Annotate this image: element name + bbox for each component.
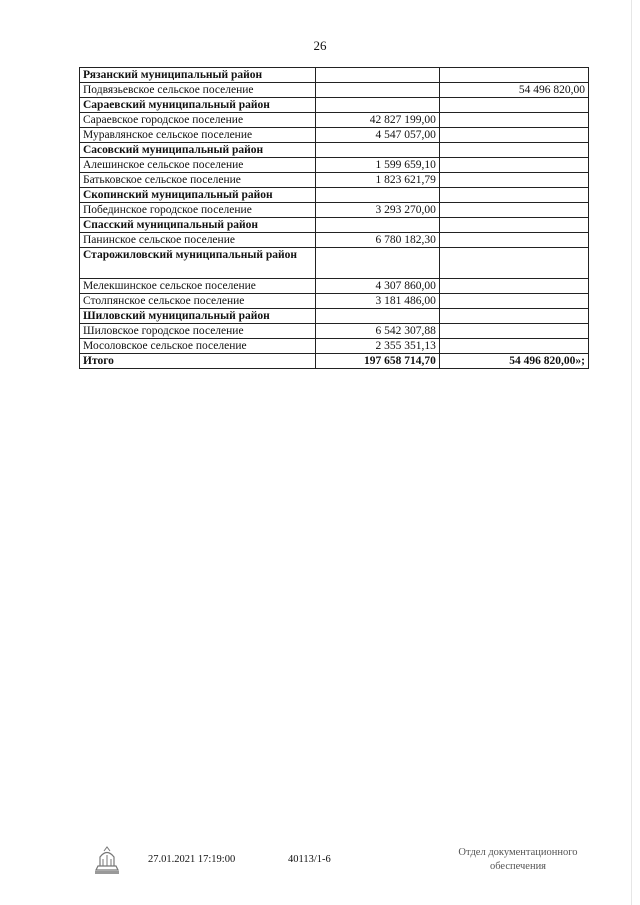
settlement-name: Шиловское городское поселение — [80, 324, 316, 339]
amount-cell-2: 54 496 820,00»; — [439, 354, 588, 369]
settlement-row — [80, 128, 589, 143]
settlement-name: Столпянское сельское поселение — [80, 294, 316, 309]
budget-table-body — [80, 68, 589, 369]
amount-cell-1: 1 823 621,79 — [316, 173, 439, 188]
amount-cell-2 — [439, 248, 588, 279]
total-row — [80, 354, 589, 369]
amount-cell-1 — [316, 309, 439, 324]
amount-cell-1: 6 780 182,30 — [316, 233, 439, 248]
settlement-name: Муравлянское сельское поселение — [80, 128, 316, 143]
amount-cell-2 — [439, 143, 588, 158]
district-name: Сараевский муниципальный район — [80, 98, 316, 113]
amount-cell-1 — [316, 248, 439, 279]
settlement-name: Сараевское городское поселение — [80, 113, 316, 128]
settlement-name: Мосоловское сельское поселение — [80, 339, 316, 354]
amount-cell-2 — [439, 68, 588, 83]
amount-cell-2 — [439, 203, 588, 218]
settlement-name: Панинское сельское поселение — [80, 233, 316, 248]
amount-cell-2 — [439, 279, 588, 294]
amount-cell-1: 1 599 659,10 — [316, 158, 439, 173]
settlement-name: Алешинское сельское поселение — [80, 158, 316, 173]
settlement-row — [80, 203, 589, 218]
amount-cell-2 — [439, 128, 588, 143]
settlement-row — [80, 339, 589, 354]
district-row — [80, 143, 589, 158]
amount-cell-2 — [439, 173, 588, 188]
department-stamp: Отдел документационного обеспечения — [458, 847, 578, 872]
settlement-name: Подвязьевское сельское поселение — [80, 83, 316, 98]
district-name: Спасский муниципальный район — [80, 218, 316, 233]
district-name: Старожиловский муниципальный район — [80, 248, 316, 279]
amount-cell-1: 2 355 351,13 — [316, 339, 439, 354]
scan-edge — [631, 0, 632, 905]
district-row — [80, 98, 589, 113]
district-row — [80, 218, 589, 233]
district-row — [80, 68, 589, 83]
district-name: Шиловский муниципальный район — [80, 309, 316, 324]
amount-cell-1 — [316, 83, 439, 98]
district-row — [80, 188, 589, 203]
settlement-row — [80, 324, 589, 339]
district-row — [80, 309, 589, 324]
amount-cell-2 — [439, 324, 588, 339]
amount-cell-1 — [316, 98, 439, 113]
page-number: 26 — [313, 38, 327, 53]
amount-cell-2: 54 496 820,00 — [439, 83, 588, 98]
amount-cell-1: 197 658 714,70 — [316, 354, 439, 369]
amount-cell-2 — [439, 339, 588, 354]
total-label: Итого — [80, 354, 316, 369]
settlement-row — [80, 83, 589, 98]
budget-table — [79, 67, 589, 369]
amount-cell-2 — [439, 113, 588, 128]
amount-cell-2 — [439, 188, 588, 203]
registration-timestamp: 27.01.2021 17:19:00 — [148, 854, 236, 865]
district-name: Скопинский муниципальный район — [80, 188, 316, 203]
footer — [0, 847, 640, 890]
emblem-icon — [90, 842, 124, 876]
amount-cell-1: 3 181 486,00 — [316, 294, 439, 309]
settlement-row — [80, 294, 589, 309]
amount-cell-1: 4 547 057,00 — [316, 128, 439, 143]
amount-cell-2 — [439, 158, 588, 173]
amount-cell-1: 42 827 199,00 — [316, 113, 439, 128]
district-row — [80, 248, 589, 279]
settlement-row — [80, 113, 589, 128]
amount-cell-1 — [316, 68, 439, 83]
amount-cell-2 — [439, 98, 588, 113]
settlement-row — [80, 233, 589, 248]
amount-cell-2 — [439, 309, 588, 324]
document-number: 40113/1-6 — [288, 854, 331, 865]
amount-cell-1 — [316, 218, 439, 233]
amount-cell-1: 4 307 860,00 — [316, 279, 439, 294]
district-name: Рязанский муниципальный район — [80, 68, 316, 83]
amount-cell-2 — [439, 218, 588, 233]
district-name: Сасовский муниципальный район — [80, 143, 316, 158]
amount-cell-1 — [316, 143, 439, 158]
amount-cell-1: 6 542 307,88 — [316, 324, 439, 339]
settlement-name: Батьковское сельское поселение — [80, 173, 316, 188]
settlement-row — [80, 279, 589, 294]
amount-cell-2 — [439, 233, 588, 248]
settlement-name: Мелекшинское сельское поселение — [80, 279, 316, 294]
amount-cell-1 — [316, 188, 439, 203]
settlement-name: Побединское городское поселение — [80, 203, 316, 218]
amount-cell-1: 3 293 270,00 — [316, 203, 439, 218]
amount-cell-2 — [439, 294, 588, 309]
settlement-row — [80, 158, 589, 173]
settlement-row — [80, 173, 589, 188]
